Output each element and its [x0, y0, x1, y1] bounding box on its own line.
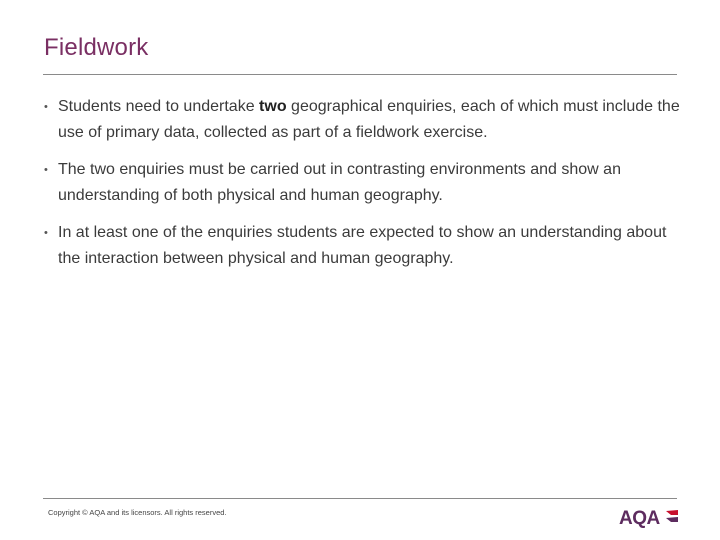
logo-mark-icon — [665, 509, 679, 525]
bullet-dot: • — [44, 227, 48, 239]
logo-text: AQA — [619, 508, 660, 529]
bullet-dot: • — [44, 164, 48, 176]
bullet-list — [44, 94, 684, 283]
bullet-text: In at least one of the enquiries students are expected to show an understanding about the interaction between physical and human geography. — [58, 224, 667, 267]
bullet-item — [44, 94, 684, 146]
bullet-text: Students need to undertake two geographical enquiries, each of which must include the use of primary data, collected as part of a fieldwork exercise. — [58, 98, 680, 141]
slide-title: Fieldwork — [44, 34, 149, 61]
bullet-item — [44, 220, 684, 272]
bullet-item — [44, 157, 684, 209]
copyright-notice: Copyright © AQA and its licensors. All rights reserved. — [48, 508, 227, 517]
bullet-dot: • — [44, 101, 48, 113]
title-divider — [43, 74, 677, 75]
aqa-logo — [619, 506, 679, 528]
bullet-text: The two enquiries must be carried out in contrasting environments and show an understanding of both physical and human geography. — [58, 161, 621, 204]
bullet-emphasis: two — [259, 98, 287, 115]
footer-divider — [43, 498, 677, 499]
